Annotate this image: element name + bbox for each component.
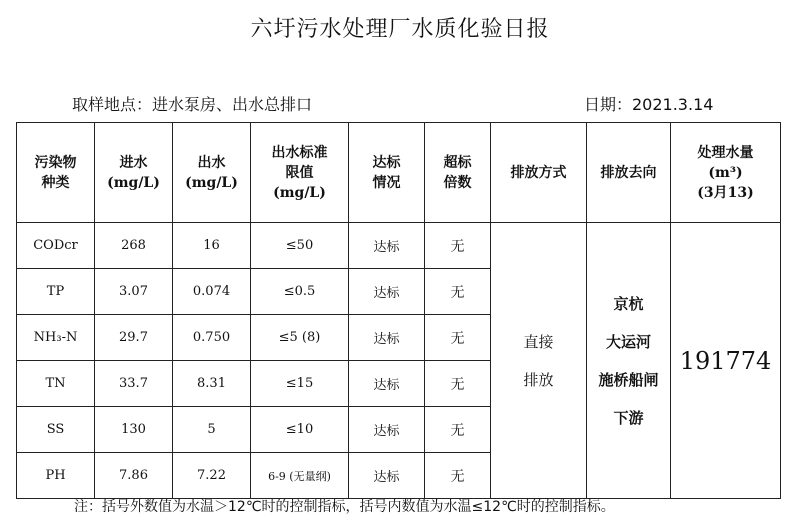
exceed-value: 无 [425, 407, 491, 453]
influent-value: 33.7 [95, 361, 173, 407]
compliance-status: 达标 [349, 453, 425, 499]
exceed-value: 无 [425, 223, 491, 269]
discharge-dest-cell [587, 223, 671, 499]
discharge-dest-line: 京杭 [613, 294, 644, 313]
exceed-value: 无 [425, 361, 491, 407]
limit-value: ≤15 [251, 361, 349, 407]
influent-value: 29.7 [95, 315, 173, 361]
discharge-dest-line: 下游 [613, 408, 644, 427]
header-exceed-l1: 超标 [443, 154, 472, 171]
compliance-status: 达标 [349, 361, 425, 407]
footnote: 注：括号外数值为水温＞12℃时的控制指标，括号内数值为水温≤12℃时的控制指标。 [74, 499, 615, 515]
influent-value: 7.86 [95, 453, 173, 499]
compliance-status: 达标 [349, 407, 425, 453]
pollutant-name: SS [17, 407, 95, 453]
compliance-status: 达标 [349, 315, 425, 361]
exceed-value: 无 [425, 315, 491, 361]
header-discharge-method: 排放方式 [491, 123, 587, 223]
exceed-value: 无 [425, 269, 491, 315]
discharge-method-line: 直接 [523, 332, 554, 351]
header-limit [251, 123, 349, 223]
header-limit-l1: 出水标准 [271, 144, 328, 161]
effluent-value: 5 [173, 407, 251, 453]
treated-volume: 191774 [671, 223, 781, 499]
header-pollutant [17, 123, 95, 223]
pollutant-name: PH [17, 453, 95, 499]
compliance-status: 达标 [349, 223, 425, 269]
sampling-location: 取样地点：进水泵房、出水总排口 [72, 95, 313, 114]
header-influent [95, 123, 173, 223]
limit-value: ≤10 [251, 407, 349, 453]
pollutant-name: CODcr [17, 223, 95, 269]
influent-value: 3.07 [95, 269, 173, 315]
header-discharge-dest: 排放去向 [587, 123, 671, 223]
header-limit-l3: (mg/L) [273, 184, 326, 201]
header-effluent-l1: 出水 [197, 154, 226, 171]
effluent-value: 0.750 [173, 315, 251, 361]
effluent-value: 16 [173, 223, 251, 269]
limit-value: ≤5 (8) [251, 315, 349, 361]
header-compliance-l2: 情况 [372, 174, 401, 191]
compliance-status: 达标 [349, 269, 425, 315]
header-pollutant-l2: 种类 [41, 174, 70, 191]
table-row [17, 223, 781, 269]
header-volume-l1: 处理水量 [697, 144, 754, 161]
effluent-value: 7.22 [173, 453, 251, 499]
influent-value: 268 [95, 223, 173, 269]
header-limit-l2: 限值 [285, 164, 314, 181]
discharge-dest-line: 施桥船闸 [598, 370, 659, 389]
header-effluent-l2: (mg/L) [185, 174, 238, 191]
discharge-method-line: 排放 [523, 370, 554, 389]
discharge-method-cell [491, 223, 587, 499]
header-effluent [173, 123, 251, 223]
discharge-dest-line: 大运河 [605, 332, 651, 351]
pollutant-name: TP [17, 269, 95, 315]
header-volume-l3: (3月13) [697, 184, 754, 201]
limit-value: ≤0.5 [251, 269, 349, 315]
header-compliance-l1: 达标 [372, 154, 401, 171]
table-header-row [17, 123, 781, 223]
water-quality-table [16, 122, 781, 499]
report-date: 日期：2021.3.14 [584, 95, 714, 114]
pollutant-name: TN [17, 361, 95, 407]
header-influent-l2: (mg/L) [107, 174, 160, 191]
header-exceed [425, 123, 491, 223]
influent-value: 130 [95, 407, 173, 453]
header-influent-l1: 进水 [119, 154, 148, 171]
header-pollutant-l1: 污染物 [34, 154, 77, 171]
limit-value: 6-9 (无量纲) [251, 453, 349, 499]
header-compliance [349, 123, 425, 223]
exceed-value: 无 [425, 453, 491, 499]
pollutant-name: NH₃-N [17, 315, 95, 361]
effluent-value: 0.074 [173, 269, 251, 315]
header-volume [671, 123, 781, 223]
header-exceed-l2: 倍数 [443, 174, 472, 191]
limit-value: ≤50 [251, 223, 349, 269]
effluent-value: 8.31 [173, 361, 251, 407]
header-volume-l2: (m³) [708, 164, 743, 181]
report-title: 六圩污水处理厂水质化验日报 [250, 17, 550, 42]
